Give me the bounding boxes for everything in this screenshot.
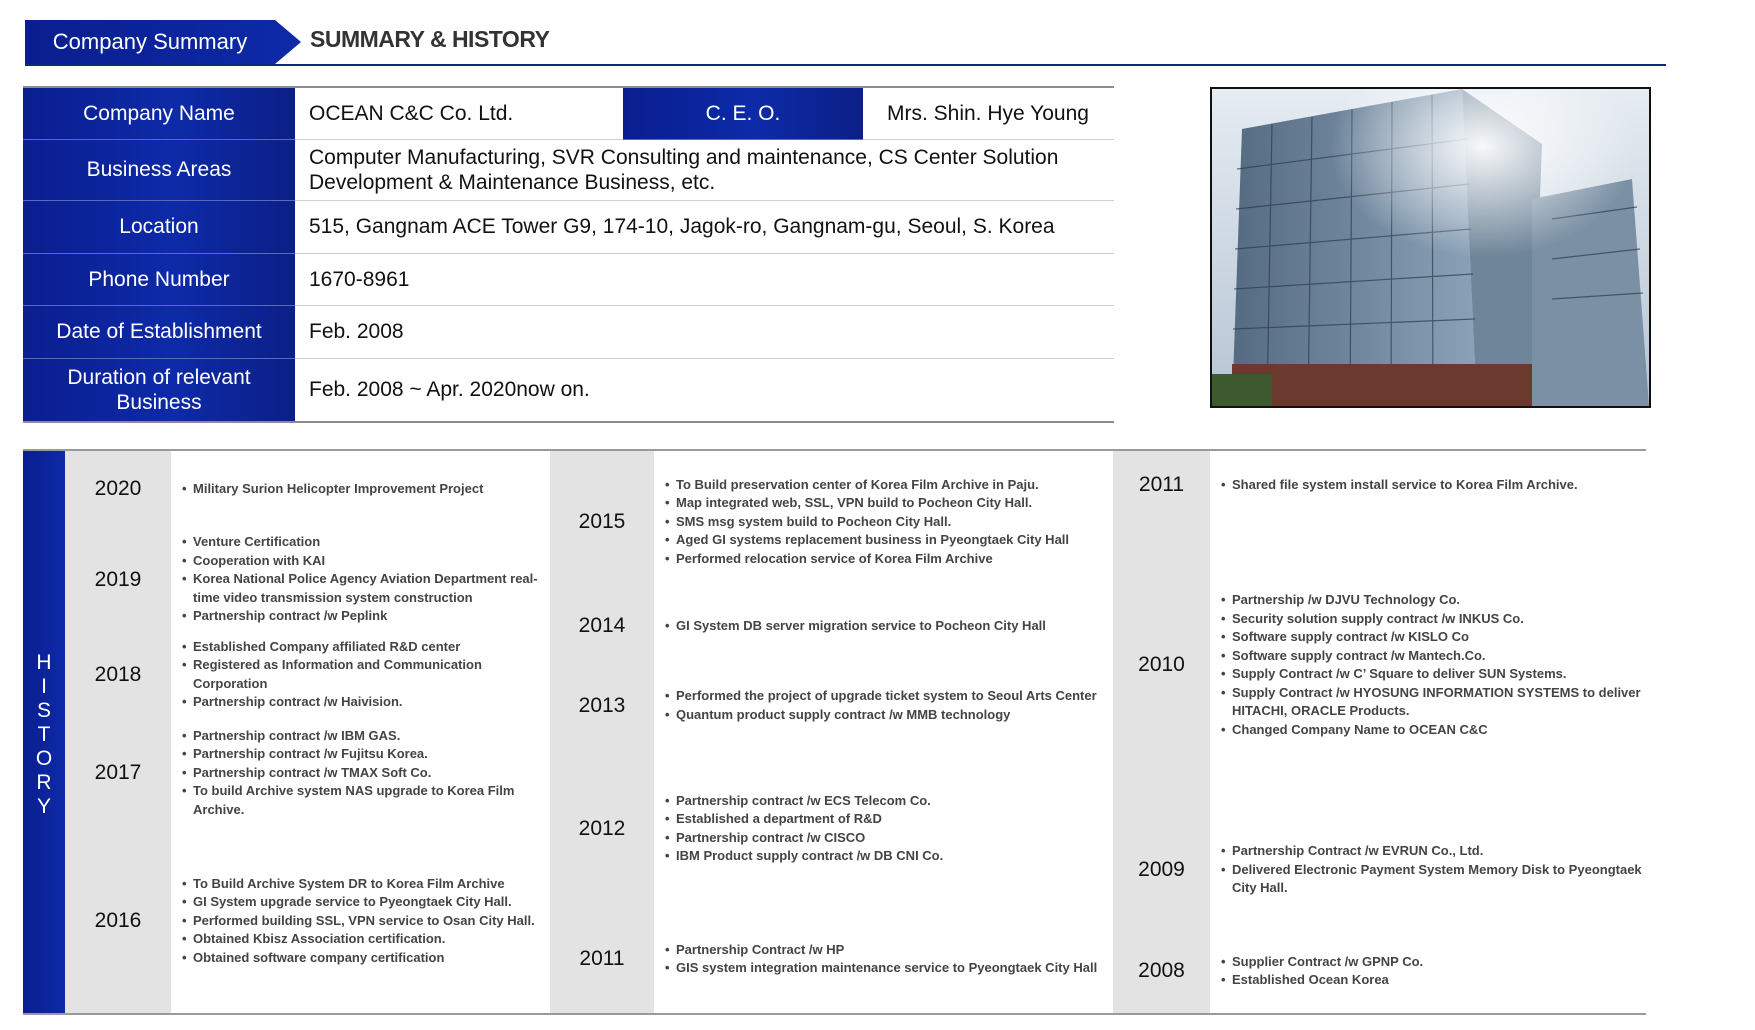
history-row <box>550 659 1113 753</box>
history-row <box>1113 519 1646 812</box>
history-column-3 <box>1113 451 1646 1013</box>
history-year: 2019 <box>65 527 171 632</box>
history-item: • Registered as Information and Communication Corporation <box>193 656 542 693</box>
company-summary-tab[interactable] <box>25 20 303 64</box>
history-items <box>171 632 542 717</box>
history-bottom-border <box>23 1013 1646 1015</box>
history-year: 2020 <box>65 451 171 527</box>
history-year: 2010 <box>1113 519 1210 811</box>
history-item: • Partnership contract /w Peplink <box>193 607 542 626</box>
history-item: • Aged GI systems replacement business in Pyeongtaek City Hall <box>676 531 1069 550</box>
history-item: • Partnership contract /w ECS Telecom Co. <box>676 792 943 811</box>
history-item: • Supplier Contract /w GPNP Co. <box>1232 953 1423 972</box>
history-item: • Cooperation with KAI <box>193 552 542 571</box>
info-row-phone <box>23 253 1114 305</box>
history-column-2 <box>550 451 1113 1013</box>
history-items <box>171 829 542 1013</box>
history-item: • Partnership /w DJVU Technology Co. <box>1232 591 1646 610</box>
info-row-duration <box>23 358 1114 422</box>
history-item: • GIS system integration maintenance service to Pyeongtaek City Hall <box>676 959 1097 978</box>
info-row-established <box>23 305 1114 358</box>
history-item: • Military Surion Helicopter Improvement Project <box>193 480 483 499</box>
phone-label: Phone Number <box>23 253 295 305</box>
history-row <box>1113 929 1646 1013</box>
history-item: • To Build Archive System DR to Korea Film Archive <box>193 875 535 894</box>
history-item: • Venture Certification <box>193 533 542 552</box>
company-summary-tab-label: Company Summary <box>52 29 248 54</box>
history-row <box>550 752 1113 906</box>
history-items <box>1210 811 1646 929</box>
history-row <box>65 527 542 633</box>
info-row-company <box>23 87 1114 139</box>
history-item: • Partnership contract /w IBM GAS. <box>193 727 542 746</box>
history-item: • Partnership Contract /w EVRUN Co., Ltd. <box>1232 842 1646 861</box>
business-areas-value: Computer Manufacturing, SVR Consulting and maintenance, CS Center Solution Development & Maintenance Business, etc. <box>295 139 1114 200</box>
header-divider <box>25 64 1666 66</box>
history-row <box>65 829 542 1013</box>
history-item: • GI System upgrade service to Pyeongtaek City Hall. <box>193 893 535 912</box>
location-value: 515, Gangnam ACE Tower G9, 174-10, Jagok-ro, Gangnam-gu, Seoul, S. Korea <box>295 200 1114 253</box>
history-item: • GI System DB server migration service to Pocheon City Hall <box>676 617 1046 636</box>
history-item: • Established Company affiliated R&D center <box>193 638 542 657</box>
history-item: • Obtained Kbisz Association certification. <box>193 930 535 949</box>
history-item: • Supply Contract /w C’ Square to deliver SUN Systems. <box>1232 665 1646 684</box>
phone-value: 1670-8961 <box>295 253 1114 305</box>
history-item: • Software supply contract /w KISLO Co <box>1232 628 1646 647</box>
history-item: • Established a department of R&D <box>676 810 943 829</box>
history-items <box>654 593 1113 659</box>
history-row <box>550 593 1113 660</box>
building-photo <box>1210 87 1651 408</box>
history-item: • Performed relocation service of Korea Film Archive <box>676 550 1069 569</box>
history-item: • To Build preservation center of Korea Film Archive in Paju. <box>676 476 1069 495</box>
history-item: • Established Ocean Korea <box>1232 971 1423 990</box>
business-areas-label: Business Areas <box>23 139 295 200</box>
history-items <box>654 659 1113 752</box>
history-item: • Supply Contract /w HYOSUNG INFORMATION SYSTEMS to deliver HITACHI, ORACLE Products. <box>1232 684 1646 721</box>
history-year: 2013 <box>550 659 654 752</box>
ceo-label: C. E. O. <box>623 87 863 139</box>
history-year: 2018 <box>65 632 171 717</box>
history-side-text: H I S T O R Y <box>35 651 53 818</box>
history-item: • IBM Product supply contract /w DB CNI Co. <box>676 847 943 866</box>
history-item: • To build Archive system NAS upgrade to Korea Film Archive. <box>193 782 542 819</box>
history-year: 2012 <box>550 752 654 905</box>
info-row-business <box>23 139 1114 200</box>
history-row <box>65 632 542 718</box>
history-column-1 <box>65 451 542 1013</box>
history-item: • Changed Company Name to OCEAN C&C <box>1232 721 1646 740</box>
history-item: • Security solution supply contract /w INKUS Co. <box>1232 610 1646 629</box>
building-illustration <box>1212 89 1649 406</box>
history-year: 2017 <box>65 717 171 829</box>
history-row <box>65 717 542 830</box>
history-items <box>1210 929 1646 1013</box>
history-item: • Partnership contract /w CISCO <box>676 829 943 848</box>
history-items <box>1210 451 1646 519</box>
history-year: 2011 <box>1113 451 1210 519</box>
history-items <box>171 717 542 829</box>
history-items <box>654 451 1113 593</box>
history-item: • Delivered Electronic Payment System Memory Disk to Pyeongtaek City Hall. <box>1232 861 1646 898</box>
history-item: • Performed the project of upgrade ticket system to Seoul Arts Center <box>676 687 1097 706</box>
history-row <box>1113 451 1646 520</box>
history-row <box>65 451 542 528</box>
history-year: 2009 <box>1113 811 1210 929</box>
history-item: • Partnership contract /w Fujitsu Korea. <box>193 745 542 764</box>
history-year: 2011 <box>550 905 654 1013</box>
history-item: • Map integrated web, SSL, VPN build to Pocheon City Hall. <box>676 494 1069 513</box>
company-info-table <box>23 86 1114 423</box>
history-items <box>1210 519 1646 811</box>
company-name-value: OCEAN C&C Co. Ltd. <box>295 87 623 139</box>
history-row <box>550 451 1113 594</box>
established-label: Date of Establishment <box>23 305 295 358</box>
history-item: • Obtained software company certification <box>193 949 535 968</box>
section-title: SUMMARY & HISTORY <box>310 26 550 52</box>
history-item: • Partnership contract /w Haivision. <box>193 693 542 712</box>
location-label: Location <box>23 200 295 253</box>
history-year: 2016 <box>65 829 171 1013</box>
duration-label: Duration of relevant Business <box>23 358 295 422</box>
history-item: • Partnership Contract /w HP <box>676 941 1097 960</box>
established-value: Feb. 2008 <box>295 305 1114 358</box>
info-row-location <box>23 200 1114 253</box>
history-item: • Performed building SSL, VPN service to Osan City Hall. <box>193 912 535 931</box>
history-item: • Quantum product supply contract /w MMB technology <box>676 706 1097 725</box>
history-year: 2008 <box>1113 929 1210 1013</box>
history-year: 2014 <box>550 593 654 659</box>
history-item: • SMS msg system build to Pocheon City Hall. <box>676 513 1069 532</box>
history-item: • Software supply contract /w Mantech.Co. <box>1232 647 1646 666</box>
company-name-label: Company Name <box>23 87 295 139</box>
history-row <box>1113 811 1646 930</box>
history-items <box>654 905 1113 1013</box>
history-item: • Shared file system install service to Korea Film Archive. <box>1232 476 1578 495</box>
history-items <box>171 527 542 632</box>
history-items <box>171 451 542 527</box>
history-year: 2015 <box>550 451 654 593</box>
history-side-label <box>23 451 65 1013</box>
history-item: • Partnership contract /w TMAX Soft Co. <box>193 764 542 783</box>
ceo-value: Mrs. Shin. Hye Young <box>863 87 1114 139</box>
history-item: • Korea National Police Agency Aviation Department real-time video transmission system construction <box>193 570 542 607</box>
history-row <box>550 905 1113 1013</box>
duration-value: Feb. 2008 ~ Apr. 2020now on. <box>295 358 1114 422</box>
history-items <box>654 752 1113 905</box>
